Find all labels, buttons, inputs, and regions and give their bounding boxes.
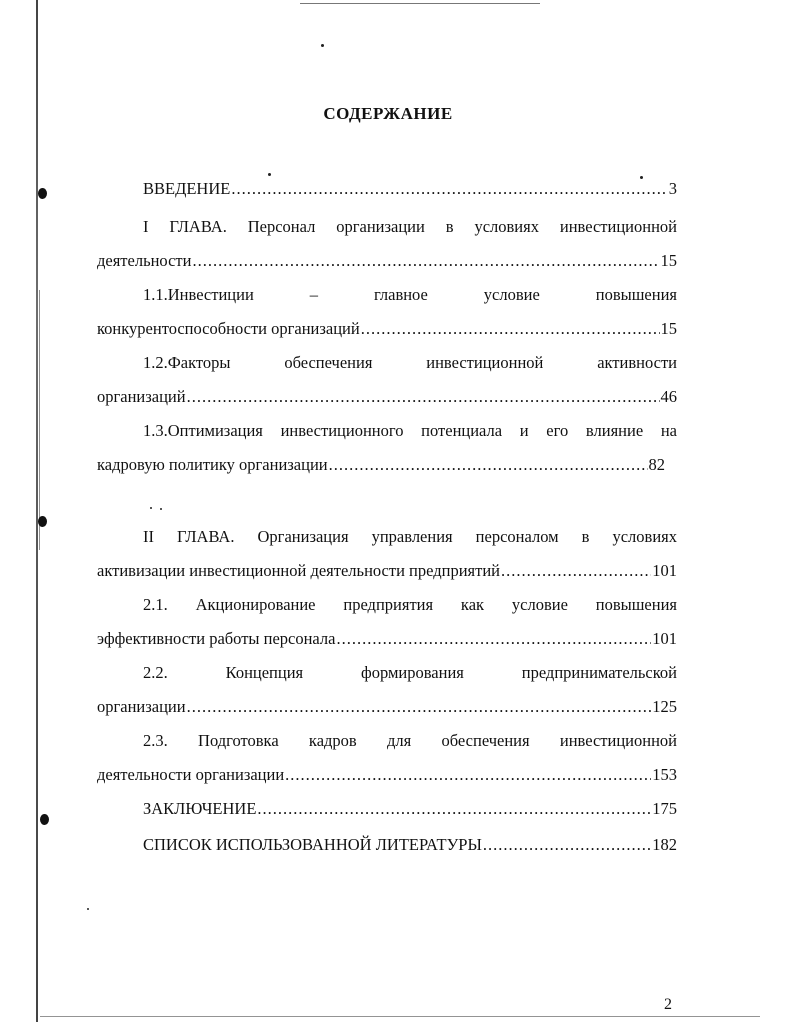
toc-entry-chapter-1 [97,210,677,278]
dot-leader [257,792,651,826]
toc-entry-section-2-3 [97,724,677,792]
dot-leader [285,758,651,792]
toc-entry-title-continued: организации [97,697,186,716]
dot-leader [361,312,660,346]
toc-page-number: 46 [660,387,677,406]
scan-speck [87,908,89,910]
scan-speck [321,44,324,47]
toc-entry-section-1-2 [97,346,677,414]
toc-page-number: 82 [648,455,665,474]
scan-bottom-line [40,1016,760,1017]
page-number: 2 [664,996,672,1013]
dot-leader [329,448,648,482]
toc-entry-section-1-1 [97,278,677,346]
toc-entry-conclusion [97,792,677,826]
toc-entry-title: 2.2. Концепция формирования предпринимательской [143,663,677,682]
dot-leader [483,828,651,862]
scan-top-line [300,3,540,4]
toc-page-number: 153 [652,765,677,784]
toc-entry-title-continued: деятельности [97,251,192,270]
page-title: СОДЕРЖАНИЕ [323,104,453,123]
toc-page-number: 175 [652,799,677,818]
toc-entry-bibliography [97,828,677,862]
dot-leader [336,622,651,656]
toc-entry-section-2-1 [97,588,677,656]
toc-entry-title: СПИСОК ИСПОЛЬЗОВАННОЙ ЛИТЕРАТУРЫ [143,835,482,854]
toc-entry-title: ЗАКЛЮЧЕНИЕ [143,799,257,818]
toc-line [97,792,677,826]
toc-line [97,380,677,414]
toc-page-number: 15 [660,251,677,270]
dot-leader [192,244,659,278]
scan-edge-line-secondary [39,290,40,550]
toc-entry-title: ВВЕДЕНИЕ [143,179,231,198]
scan-speck [150,507,152,509]
toc-entry-title: 1.2.Факторы обеспечения инвестиционной активности [143,353,677,372]
toc-entry-section-1-3 [97,414,677,482]
toc-line [97,244,677,278]
binder-hole-mark [40,814,49,825]
toc-entry-title: 1.3.Оптимизация инвестиционного потенциала и его влияние на [143,421,677,440]
dot-leader [501,554,651,588]
toc-page-number: 15 [660,319,677,338]
toc-entry-title-continued: деятельности организации [97,765,285,784]
binder-hole-mark [38,188,47,199]
binder-hole-mark [38,516,47,527]
toc-entry-title-continued: эффективности работы персонала [97,629,336,648]
scan-speck [160,508,162,510]
toc-line [97,690,677,724]
toc-page-number: 3 [668,179,677,198]
toc-line [97,758,677,792]
toc-line [97,554,677,588]
toc-line [97,828,677,862]
toc-entry-title-continued: кадровую политику организации [97,455,328,474]
toc-page-number: 182 [652,835,677,854]
toc-entry-title: 2.1. Акционирование предприятия как условие повышения [143,595,677,614]
toc-entry-title-continued: организаций [97,387,186,406]
scan-edge-line [36,0,38,1022]
toc-line [97,448,665,482]
toc-page-number: 101 [652,629,677,648]
toc-entry-title: II ГЛАВА. Организация управления персоналом в условиях [143,527,677,546]
toc-entry-title-continued: активизации инвестиционной деятельности предприятий [97,561,501,580]
toc-entry-title-continued: конкурентоспособности организаций [97,319,360,338]
toc-entry-title: 1.1.Инвестиции – главное условие повышения [143,285,677,304]
toc-entry-introduction [97,172,677,206]
toc-entry-title: I ГЛАВА. Персонал организации в условиях инвестиционной [143,217,677,236]
toc-line [97,312,677,346]
toc-line [97,172,677,206]
toc-line [97,622,677,656]
toc-entry-section-2-2 [97,656,677,724]
dot-leader [187,380,660,414]
dot-leader [187,690,652,724]
toc-page-number: 125 [652,697,677,716]
toc-entry-title: 2.3. Подготовка кадров для обеспечения инвестиционной [143,731,677,750]
dot-leader [231,172,667,206]
toc-entry-chapter-2 [97,520,677,588]
toc-page-number: 101 [652,561,677,580]
